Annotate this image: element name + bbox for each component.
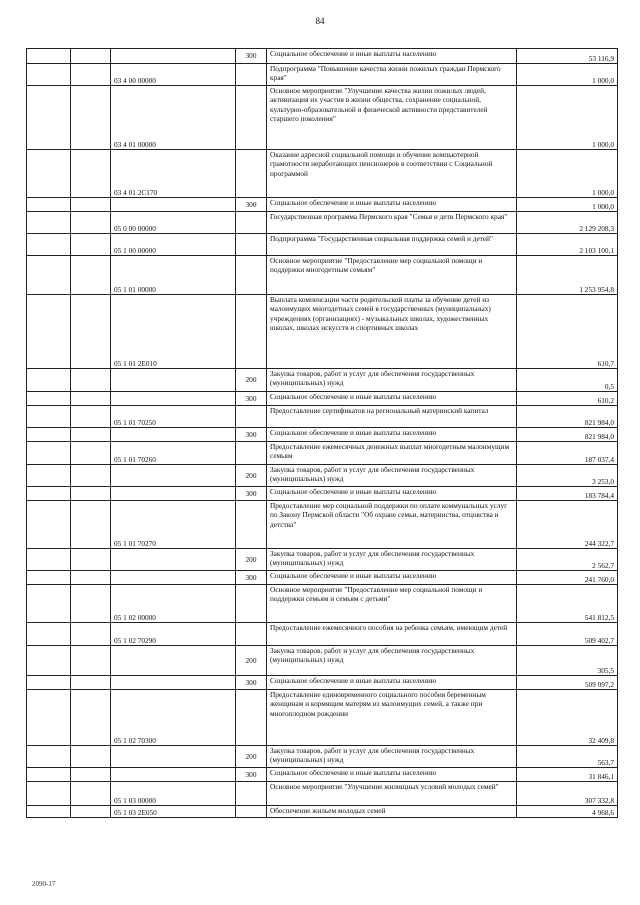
description-cell: Закупка товаров, работ и услуг для обеспечения государственных (муниципальных) нужд (267, 549, 517, 571)
expense-group-cell (236, 64, 267, 86)
empty-cell (27, 428, 71, 442)
empty-cell (27, 768, 71, 782)
expense-group-cell: 200 (236, 465, 267, 487)
empty-cell (71, 768, 111, 782)
description-cell: Социальное обеспечение и иные выплаты населению (267, 428, 517, 442)
expense-group-cell (236, 623, 267, 646)
table-row (27, 428, 618, 442)
expense-group-cell (236, 406, 267, 428)
target-code-cell (111, 465, 236, 487)
expense-group-cell (236, 86, 267, 150)
table-row (27, 295, 618, 369)
table-row (27, 585, 618, 623)
description-cell: Предоставление мер социальной поддержки по оплате коммунальных услуг по Закону Пермской области "Об охране семьи, материнства, отцовства и детства" (267, 501, 517, 549)
empty-cell (27, 369, 71, 392)
empty-cell (27, 406, 71, 428)
amount-cell: 183 784,4 (517, 487, 618, 501)
empty-cell (71, 549, 111, 571)
target-code-cell (111, 49, 236, 64)
target-code-cell: 05 1 01 70260 (111, 442, 236, 465)
expense-group-cell (236, 442, 267, 465)
target-code-cell: 05 0 00 00000 (111, 212, 236, 234)
empty-cell (71, 646, 111, 676)
expense-group-cell: 200 (236, 746, 267, 768)
amount-cell: 1 000,0 (517, 64, 618, 86)
budget-table (26, 48, 618, 818)
table-row (27, 746, 618, 768)
description-cell: Закупка товаров, работ и услуг для обеспечения государственных (муниципальных) нужд (267, 465, 517, 487)
empty-cell (71, 406, 111, 428)
amount-cell: 241 760,0 (517, 571, 618, 585)
description-cell: Подпрограмма "Государственная социальная поддержка семей и детей" (267, 234, 517, 256)
description-cell: Государственная программа Пермского края "Семья и дети Пермского края" (267, 212, 517, 234)
amount-cell: 0,5 (517, 369, 618, 392)
target-code-cell (111, 392, 236, 406)
target-code-cell (111, 198, 236, 212)
empty-cell (71, 806, 111, 818)
empty-cell (27, 676, 71, 690)
expense-group-cell: 200 (236, 549, 267, 571)
target-code-cell: 05 1 02 00000 (111, 585, 236, 623)
amount-cell: 821 984,0 (517, 428, 618, 442)
description-cell: Обеспечение жильем молодых семей (267, 806, 517, 818)
empty-cell (27, 234, 71, 256)
amount-cell: 1 000,0 (517, 198, 618, 212)
table-row (27, 369, 618, 392)
empty-cell (71, 442, 111, 465)
amount-cell: 31 846,1 (517, 768, 618, 782)
empty-cell (71, 64, 111, 86)
target-code-cell: 05 1 01 00000 (111, 256, 236, 295)
amount-cell: 1 000,0 (517, 86, 618, 150)
amount-cell: 2 103 100,1 (517, 234, 618, 256)
amount-cell: 509 097,2 (517, 676, 618, 690)
table-row (27, 646, 618, 676)
expense-group-cell (236, 256, 267, 295)
empty-cell (27, 690, 71, 746)
table-row (27, 406, 618, 428)
table-row (27, 86, 618, 150)
description-cell: Закупка товаров, работ и услуг для обеспечения государственных (муниципальных) нужд (267, 369, 517, 392)
table-row (27, 198, 618, 212)
amount-cell: 2 129 208,3 (517, 212, 618, 234)
empty-cell (27, 212, 71, 234)
amount-cell: 307 332,8 (517, 782, 618, 806)
empty-cell (71, 623, 111, 646)
target-code-cell: 05 1 00 00000 (111, 234, 236, 256)
target-code-cell (111, 369, 236, 392)
empty-cell (27, 86, 71, 150)
empty-cell (27, 295, 71, 369)
expense-group-cell (236, 501, 267, 549)
expense-group-cell (236, 782, 267, 806)
description-cell: Социальное обеспечение и иные выплаты населению (267, 392, 517, 406)
empty-cell (27, 256, 71, 295)
table-row (27, 442, 618, 465)
empty-cell (27, 585, 71, 623)
description-cell: Социальное обеспечение и иные выплаты населению (267, 768, 517, 782)
description-cell: Социальное обеспечение и иные выплаты населению (267, 49, 517, 64)
target-code-cell (111, 487, 236, 501)
expense-group-cell: 300 (236, 392, 267, 406)
empty-cell (71, 86, 111, 150)
expense-group-cell: 300 (236, 428, 267, 442)
table-row (27, 392, 618, 406)
empty-cell (27, 150, 71, 198)
expense-group-cell (236, 212, 267, 234)
empty-cell (71, 295, 111, 369)
expense-group-cell (236, 806, 267, 818)
empty-cell (71, 428, 111, 442)
expense-group-cell (236, 234, 267, 256)
target-code-cell: 03 4 01 00000 (111, 86, 236, 150)
empty-cell (71, 585, 111, 623)
description-cell: Социальное обеспечение и иные выплаты населению (267, 676, 517, 690)
empty-cell (27, 64, 71, 86)
description-cell: Выплата компенсации части родительской платы за обучение детей из малоимущих многодетных семей в государственных (муниципальных) учреждениях (организациях) - музыкальных школах, художественных школах, школах искусств и спортивных школах (267, 295, 517, 369)
amount-cell: 509 402,7 (517, 623, 618, 646)
amount-cell: 53 116,9 (517, 49, 618, 64)
empty-cell (27, 806, 71, 818)
expense-group-cell: 300 (236, 487, 267, 501)
empty-cell (27, 782, 71, 806)
description-cell: Предоставление единовременного социального пособия беременным женщинам и кормящим матерям из малоимущих семей, а также при многоплодном рождении (267, 690, 517, 746)
amount-cell: 1 253 954,8 (517, 256, 618, 295)
empty-cell (27, 465, 71, 487)
target-code-cell (111, 428, 236, 442)
amount-cell: 3 253,0 (517, 465, 618, 487)
description-cell: Социальное обеспечение и иные выплаты населению (267, 198, 517, 212)
target-code-cell: 05 1 01 70270 (111, 501, 236, 549)
target-code-cell (111, 676, 236, 690)
amount-cell: 2 562,7 (517, 549, 618, 571)
target-code-cell (111, 571, 236, 585)
table-row (27, 549, 618, 571)
description-cell: Основное мероприятие "Улучшение жилищных условий молодых семей" (267, 782, 517, 806)
expense-group-cell (236, 295, 267, 369)
description-cell: Предоставление ежемесячных денежных выплат многодетным малоимущим семьям (267, 442, 517, 465)
table-row (27, 234, 618, 256)
amount-cell: 821 984,0 (517, 406, 618, 428)
table-row (27, 571, 618, 585)
target-code-cell: 05 1 01 70250 (111, 406, 236, 428)
empty-cell (71, 150, 111, 198)
table-row (27, 212, 618, 234)
empty-cell (27, 487, 71, 501)
amount-cell: 32 409,8 (517, 690, 618, 746)
table-row (27, 623, 618, 646)
expense-group-cell (236, 585, 267, 623)
description-cell: Закупка товаров, работ и услуг для обеспечения государственных (муниципальных) нужд (267, 646, 517, 676)
expense-group-cell: 200 (236, 369, 267, 392)
amount-cell: 610,2 (517, 392, 618, 406)
amount-cell: 563,7 (517, 746, 618, 768)
expense-group-cell: 300 (236, 49, 267, 64)
table-row (27, 782, 618, 806)
expense-group-cell (236, 690, 267, 746)
table-row (27, 676, 618, 690)
empty-cell (27, 49, 71, 64)
empty-cell (27, 501, 71, 549)
empty-cell (71, 487, 111, 501)
empty-cell (27, 442, 71, 465)
empty-cell (71, 369, 111, 392)
empty-cell (71, 212, 111, 234)
description-cell: Основное мероприятие "Предоставление мер социальной помощи и поддержки семьям и семьям с детьми" (267, 585, 517, 623)
target-code-cell: 05 1 02 70300 (111, 690, 236, 746)
description-cell: Основное мероприятие "Предоставление мер социальной помощи и поддержки многодетным семьям" (267, 256, 517, 295)
empty-cell (27, 571, 71, 585)
amount-cell: 1 000,0 (517, 150, 618, 198)
table-row (27, 150, 618, 198)
expense-group-cell: 300 (236, 676, 267, 690)
empty-cell (71, 49, 111, 64)
amount-cell: 4 968,6 (517, 806, 618, 818)
table-row (27, 256, 618, 295)
target-code-cell (111, 549, 236, 571)
table-row (27, 690, 618, 746)
empty-cell (71, 501, 111, 549)
target-code-cell: 03 4 01 2С170 (111, 150, 236, 198)
amount-cell: 541 812,5 (517, 585, 618, 623)
target-code-cell (111, 646, 236, 676)
footer-code: 2090-17 (32, 880, 56, 888)
expense-group-cell: 300 (236, 571, 267, 585)
description-cell: Социальное обеспечение и иные выплаты населению (267, 571, 517, 585)
target-code-cell (111, 768, 236, 782)
expense-group-cell: 200 (236, 646, 267, 676)
description-cell: Подпрограмма "Повышение качества жизни пожилых граждан Пермского края" (267, 64, 517, 86)
target-code-cell (111, 746, 236, 768)
target-code-cell: 03 4 00 00000 (111, 64, 236, 86)
amount-cell: 244 322,7 (517, 501, 618, 549)
table-row (27, 487, 618, 501)
expense-group-cell: 300 (236, 198, 267, 212)
empty-cell (71, 571, 111, 585)
empty-cell (27, 392, 71, 406)
empty-cell (71, 198, 111, 212)
empty-cell (27, 549, 71, 571)
description-cell: Предоставление сертификатов на региональный материнский капитал (267, 406, 517, 428)
empty-cell (27, 198, 71, 212)
empty-cell (71, 234, 111, 256)
table-row (27, 465, 618, 487)
empty-cell (71, 256, 111, 295)
empty-cell (71, 690, 111, 746)
amount-cell: 305,5 (517, 646, 618, 676)
empty-cell (27, 646, 71, 676)
amount-cell: 610,7 (517, 295, 618, 369)
page-number: 84 (315, 16, 325, 26)
empty-cell (27, 623, 71, 646)
amount-cell: 187 037,4 (517, 442, 618, 465)
description-cell: Оказание адресной социальной помощи и обучение компьютерной грамотности неработающих пенсионеров в соответствии с Социальной программой (267, 150, 517, 198)
empty-cell (71, 676, 111, 690)
target-code-cell: 05 1 01 2Е010 (111, 295, 236, 369)
empty-cell (71, 392, 111, 406)
empty-cell (71, 746, 111, 768)
target-code-cell: 05 1 03 00000 (111, 782, 236, 806)
empty-cell (27, 746, 71, 768)
target-code-cell: 05 1 03 2Е050 (111, 806, 236, 818)
empty-cell (71, 465, 111, 487)
description-cell: Социальное обеспечение и иные выплаты населению (267, 487, 517, 501)
description-cell: Основное мероприятие "Улучшение качества жизни пожилых людей, активизация их участия в жизни общества, сохранение социальной, культурно-образовательной и физической активности представителей старшего поколения" (267, 86, 517, 150)
expense-group-cell: 300 (236, 768, 267, 782)
table-row (27, 768, 618, 782)
expense-group-cell (236, 150, 267, 198)
table-row (27, 806, 618, 818)
description-cell: Предоставление ежемесячного пособия на ребенка семьям, имеющим детей (267, 623, 517, 646)
table-row (27, 49, 618, 64)
empty-cell (71, 782, 111, 806)
table-row (27, 64, 618, 86)
table-row (27, 501, 618, 549)
target-code-cell: 05 1 02 70290 (111, 623, 236, 646)
description-cell: Закупка товаров, работ и услуг для обеспечения государственных (муниципальных) нужд (267, 746, 517, 768)
